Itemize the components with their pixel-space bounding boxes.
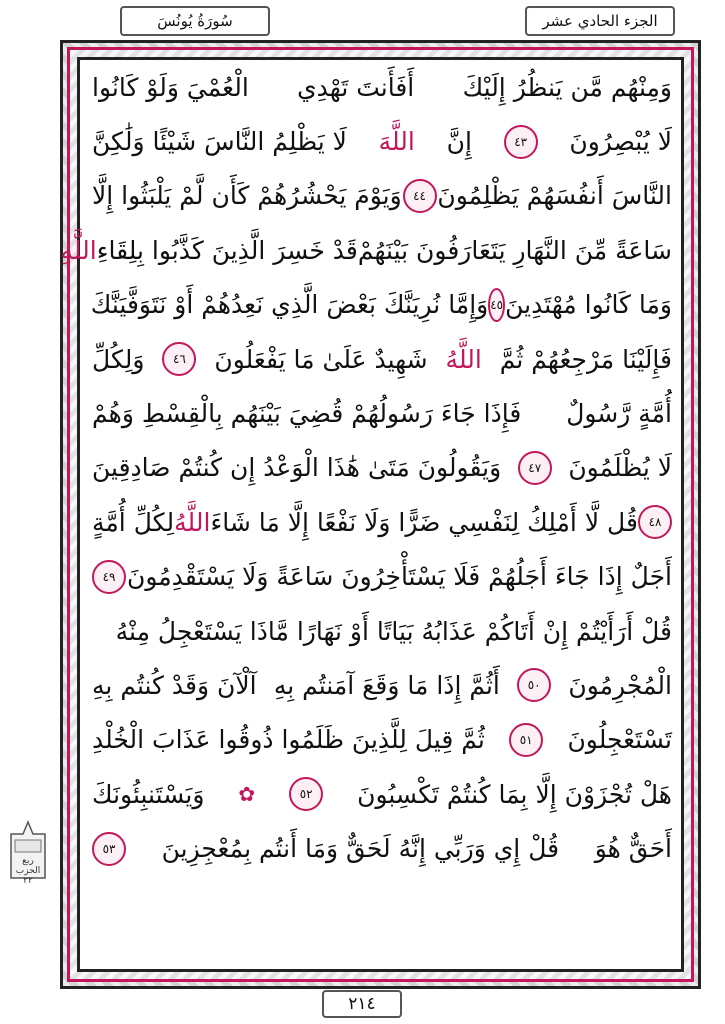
text-segment: قُلْ إِي وَرَبِّي إِنَّهُ لَحَقٌّ وَمَا أَنتُم بِمُعْجِزِينَ: [161, 834, 560, 864]
page-number-text: ٢١٤: [348, 994, 376, 1014]
text-segment: ثُمَّ قِيلَ لِلَّذِينَ ظَلَمُوا ذُوقُوا عَذَابَ الْخُلْدِ: [92, 725, 485, 755]
text-segment: وَيَوْمَ يَحْشُرُهُمْ كَأَن لَّمْ يَلْبَثُوا إِلَّا: [92, 181, 402, 211]
allah-word: اللَّهُ: [174, 507, 211, 537]
allah-word: اللَّهَ: [378, 127, 415, 157]
ayah-marker-51: ٥١: [509, 723, 543, 757]
ayah-marker-43: ٤٣: [504, 125, 538, 159]
ayah-marker-49: ٤٩: [92, 560, 126, 594]
ayah-marker-44: ٤٤: [403, 179, 437, 213]
text-line-9: [92, 495, 672, 549]
hizb-marker: [5, 820, 51, 886]
ayah-marker-45: ٤٥: [488, 288, 505, 322]
text-segment: الْعُمْيَ وَلَوْ كَانُوا: [92, 72, 249, 102]
text-line-12: [92, 658, 672, 712]
juz-header: [525, 6, 675, 36]
text-segment: لَا يَظْلِمُ النَّاسَ شَيْئًا وَلَٰكِنَّ: [92, 127, 347, 157]
text-segment: لَا يُظْلَمُونَ: [568, 453, 672, 483]
text-line-5: [92, 278, 672, 332]
text-segment: وَمَا كَانُوا مُهْتَدِينَ: [505, 290, 672, 320]
hizb-number: ٢٢: [23, 876, 33, 886]
text-segment: فَإِلَيْنَا مَرْجِعُهُمْ ثُمَّ: [499, 344, 672, 374]
ayah-marker-50: ٥٠: [517, 668, 551, 702]
text-segment: أَجَلٌ إِذَا جَاءَ أَجَلُهُمْ فَلَا يَسْتَأْخِرُونَ سَاعَةً وَلَا يَسْتَقْدِمُونَ: [126, 562, 672, 592]
quran-text: [60, 60, 672, 876]
text-segment: وَيَسْتَنبِئُونَكَ: [92, 779, 205, 809]
rub-el-hizb-icon: ✿: [238, 782, 256, 807]
text-segment: لَا يُبْصِرُونَ: [569, 127, 672, 157]
text-segment: شَهِيدٌ عَلَىٰ مَا يَفْعَلُونَ: [214, 344, 428, 374]
text-segment: فَإِذَا جَاءَ رَسُولُهُمْ قُضِيَ بَيْنَهُم بِالْقِسْطِ وَهُمْ: [92, 399, 522, 429]
text-line-10: [92, 550, 672, 604]
text-line-13: [92, 713, 672, 767]
text-segment: لِكُلِّ أُمَّةٍ: [92, 507, 175, 537]
surah-name: سُورَةُ يُونُسَ: [157, 12, 233, 30]
text-line-14: [92, 767, 672, 821]
allah-word: اللَّهُ: [445, 344, 482, 374]
text-segment: النَّاسَ أَنفُسَهُمْ يَظْلِمُونَ: [437, 181, 672, 211]
ayah-marker-47: ٤٧: [518, 451, 552, 485]
text-segment: وَإِمَّا نُرِيَنَّكَ بَعْضَ الَّذِي نَعِدُهُمْ أَوْ نَتَوَفَّيَنَّكَ: [90, 290, 489, 320]
text-segment: وَيَقُولُونَ مَتَىٰ هَٰذَا الْوَعْدُ إِن كُنتُمْ صَادِقِينَ: [92, 453, 502, 483]
text-line-7: [92, 386, 672, 440]
text-line-15: [92, 821, 672, 875]
text-segment: تَسْتَعْجِلُونَ: [567, 725, 672, 755]
text-segment: أَثُمَّ إِذَا مَا وَقَعَ آمَنتُم بِهِ: [273, 670, 500, 700]
text-segment: قَدْ خَسِرَ الَّذِينَ كَذَّبُوا بِلِقَاءِ: [96, 235, 358, 265]
text-line-3: [92, 169, 672, 223]
text-segment: سَاعَةً مِّنَ النَّهَارِ يَتَعَارَفُونَ بَيْنَهُمْ: [357, 235, 672, 265]
text-line-6: [92, 332, 672, 386]
ayah-marker-53: ٥٣: [92, 832, 126, 866]
juz-label: الجزء الحادي عشر: [542, 12, 658, 30]
text-line-8: [92, 441, 672, 495]
text-segment: الْمُجْرِمُونَ: [568, 670, 672, 700]
text-line-2: [92, 114, 672, 168]
surah-name-header: [120, 6, 270, 36]
text-segment: أُمَّةٍ رَّسُولٌ: [566, 399, 672, 429]
hizb-label: ربع: [22, 856, 34, 866]
text-line-4: [60, 223, 672, 277]
ayah-marker-46: ٤٦: [162, 342, 196, 376]
text-segment: إِنَّ: [446, 127, 472, 157]
page-number: [322, 990, 402, 1018]
text-segment: وَمِنْهُم مَّن يَنظُرُ إِلَيْكَ: [462, 72, 672, 102]
ayah-marker-48: ٤٨: [638, 505, 672, 539]
text-line-11: [92, 604, 672, 658]
hizb-label: الحزب: [15, 866, 41, 876]
text-segment: وَلِكُلِّ: [92, 344, 145, 374]
text-segment: آلْآنَ وَقَدْ كُنتُم بِهِ: [92, 670, 257, 700]
text-segment: قُلْ أَرَأَيْتُمْ إِنْ أَتَاكُمْ عَذَابُهُ بَيَاتًا أَوْ نَهَارًا مَّاذَا يَسْتَعْجِلُ مِنْهُ: [115, 616, 672, 646]
text-segment: أَحَقٌّ هُوَ: [594, 834, 672, 864]
text-segment: قُل لَّا أَمْلِكُ لِنَفْسِي ضَرًّا وَلَا نَفْعًا إِلَّا مَا شَاءَ: [210, 507, 638, 537]
text-segment: أَفَأَنتَ تَهْدِي: [297, 72, 415, 102]
ayah-marker-52: ٥٢: [289, 777, 323, 811]
text-segment: هَلْ تُجْزَوْنَ إِلَّا بِمَا كُنتُمْ تَكْسِبُونَ: [357, 779, 672, 809]
allah-word: اللَّهِ: [60, 235, 97, 265]
text-line-1: [92, 60, 672, 114]
